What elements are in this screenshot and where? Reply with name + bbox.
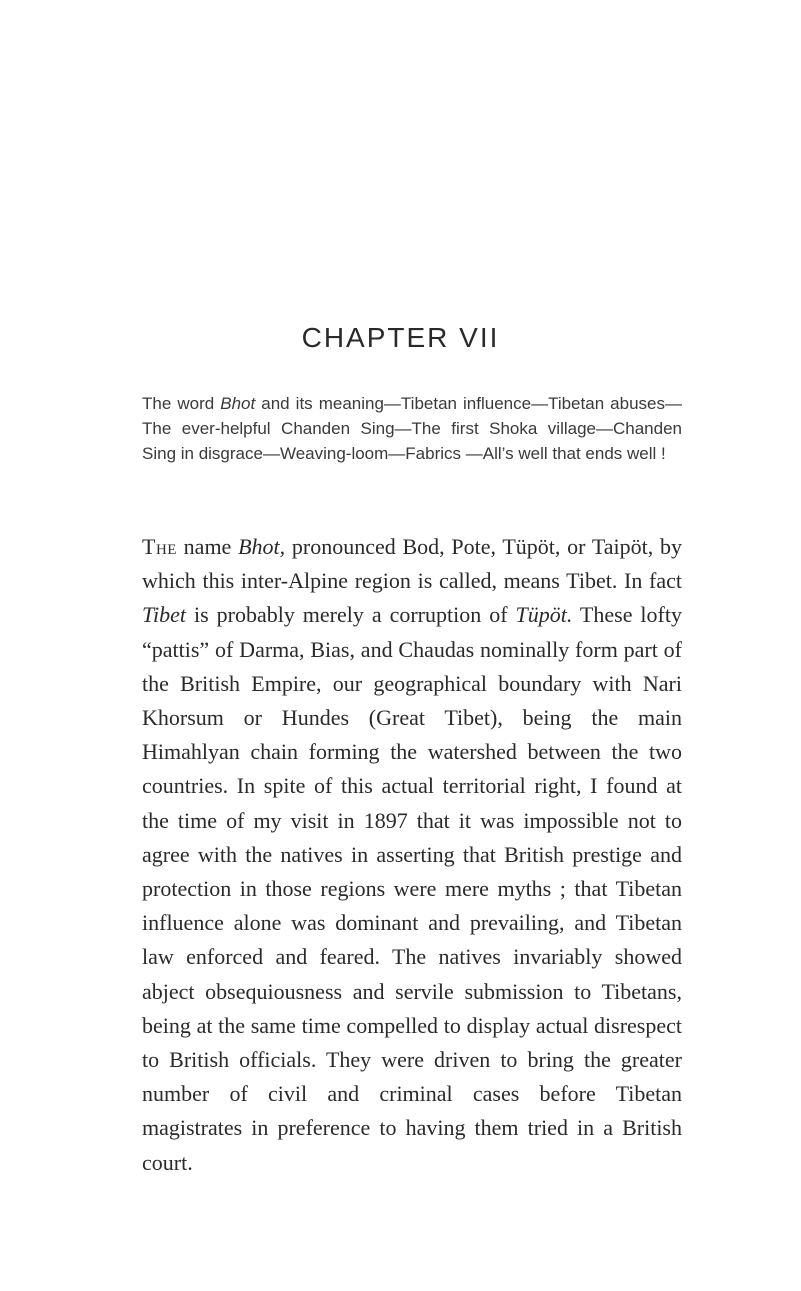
body-italic-1: Bhot, bbox=[238, 534, 286, 559]
chapter-title: CHAPTER VII bbox=[301, 322, 500, 353]
body-italic-3: Tüpöt. bbox=[515, 602, 573, 628]
chapter-synopsis bbox=[142, 391, 682, 466]
paragraph-lead-in: The bbox=[142, 534, 177, 559]
body-segment-4: These lofty “pattis” of Darma, Bias, and Chaudas nominally form part of the British Empire, our geographical boundary with Nari Khorsum or Hundes (Great Tibet), being the main Himahlyan chain forming the watershed between the two countries. In spite of this actual territorial right, I found at the time of my visit in 1897 that it was impossible not to agree with the natives in asserting that British prestige and protection in those regions were mere myths ; that Tibetan influence alone was dominant and prevailing, and Tibetan law enforced and feared. The natives invariably showed abject obsequiousness and servile submission to Tibetans, being at the same time compelled to display actual disrespect to British officials. They were driven to bring the greater number of civil and criminal cases before Tibetan magistrates in preference to having them tried in a British court. bbox=[142, 602, 682, 1175]
body-segment-1: name bbox=[176, 534, 239, 559]
synopsis-italic-word: Bhot bbox=[220, 394, 256, 413]
body-segment-3: is probably merely a corruption of bbox=[186, 602, 516, 628]
synopsis-text-rest: and its meaning—Tibetan influence—Tibetan abuses—The ever-helpful Chanden Sing—The first Shoka village—Chanden Sing in disgrace—Weaving-loom—Fabrics —All’s well that ends well ! bbox=[142, 394, 683, 463]
body-italic-2: Tibet bbox=[142, 602, 187, 628]
body-segment-2: pronounced Bod, Pote, Tüpöt, or Taipöt, by which this inter-Alpine region is called, means Tibet. In fact bbox=[142, 534, 682, 594]
body-paragraph bbox=[142, 530, 682, 1180]
synopsis-text-start: The word bbox=[142, 394, 221, 413]
